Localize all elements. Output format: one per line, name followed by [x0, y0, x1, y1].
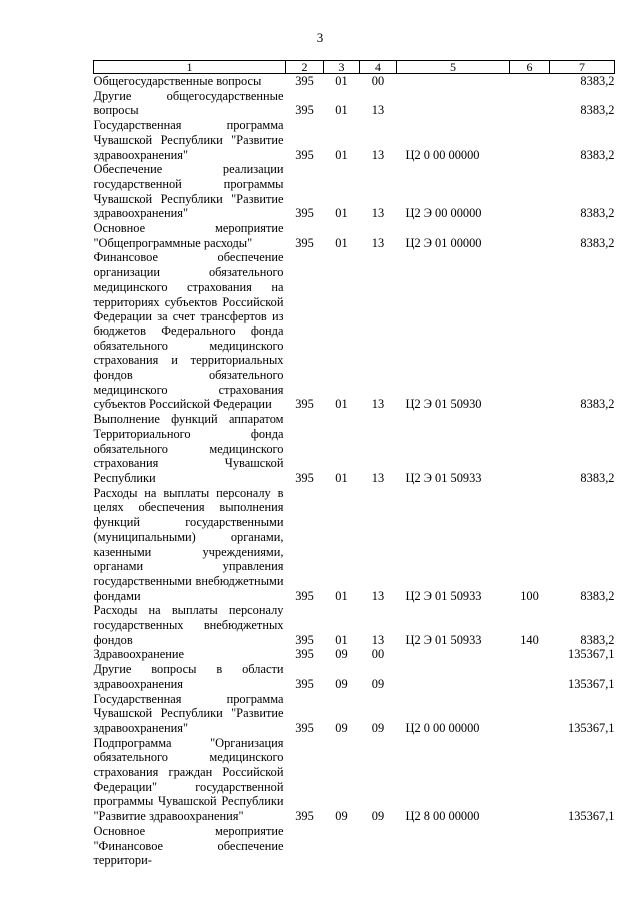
- expense-type-cell: [510, 118, 550, 162]
- target-article-cell: Ц2 Э 00 00000: [405, 206, 482, 221]
- target-article-cell: [397, 662, 510, 691]
- table-header-row: [94, 61, 615, 74]
- table-row: [94, 662, 615, 691]
- admin-code-cell: 395: [295, 147, 314, 162]
- admin-code-cell: 395: [295, 397, 314, 412]
- column-header: 6: [510, 61, 550, 74]
- expense-type-cell: [510, 221, 550, 250]
- row-name-cell: Финансовое обеспечение организации обязательного медицинского страхования на территориях субъектов Российской Федерации за счет трансфертов из бюджетов Федерального фонда обязательного медицинского страхования и территориальных фондов обязательного медицинского страхования субъектов Российской Федерации: [93, 250, 284, 412]
- target-article-cell: Ц2 Э 01 50933: [405, 632, 482, 647]
- table-row: [94, 250, 615, 412]
- expense-type-cell: [510, 662, 550, 691]
- table-row: [94, 736, 615, 824]
- amount-cell: 135367,1: [568, 647, 615, 662]
- target-article-cell: Ц2 0 00 00000: [405, 147, 480, 162]
- budget-table: [93, 60, 615, 868]
- amount-cell: 8383,2: [580, 74, 615, 88]
- row-name-cell: Расходы на выплаты персоналу государственных внебюджетных фондов: [93, 603, 284, 647]
- table-row: [94, 692, 615, 736]
- target-article-cell: Ц2 Э 01 50933: [405, 588, 482, 603]
- column-header: 4: [360, 61, 397, 74]
- expense-type-cell: [510, 647, 550, 662]
- expense-type-cell: [510, 162, 550, 221]
- row-name-cell: Основное мероприятие "Общепрограммные расходы": [93, 221, 284, 250]
- expense-type-cell: [510, 89, 550, 118]
- section-cell: 01: [335, 103, 348, 118]
- subsection-cell: 13: [371, 588, 385, 603]
- admin-code-cell: 395: [295, 103, 314, 118]
- section-cell: 09: [335, 676, 348, 691]
- section-cell: 01: [335, 147, 348, 162]
- admin-code-cell: 395: [295, 809, 314, 824]
- admin-code-cell: 395: [295, 206, 314, 221]
- section-cell: 01: [335, 235, 348, 250]
- target-article-cell: [397, 824, 510, 868]
- column-header: 1: [94, 61, 286, 74]
- amount-cell: 135367,1: [568, 676, 615, 691]
- table-row: [94, 647, 615, 662]
- subsection-cell: 13: [371, 632, 385, 647]
- section-cell: 01: [335, 206, 348, 221]
- section-cell: 09: [335, 809, 348, 824]
- subsection-cell: [360, 824, 397, 868]
- subsection-cell: 13: [371, 235, 385, 250]
- subsection-cell: 13: [371, 470, 385, 485]
- target-article-cell: [397, 647, 510, 662]
- target-article-cell: [397, 89, 510, 118]
- table-body: [94, 74, 615, 868]
- target-article-cell: Ц2 Э 01 50933: [405, 470, 482, 485]
- column-header: 3: [324, 61, 360, 74]
- expense-type-cell: [510, 736, 550, 824]
- subsection-cell: 13: [371, 206, 385, 221]
- row-name-cell: Выполнение функций аппаратом Территориального фонда обязательного медицинского страхования Чувашской Республики: [93, 412, 284, 485]
- row-name-cell: Государственная программа Чувашской Республики "Развитие здравоохранения": [93, 691, 284, 735]
- table-row: [94, 603, 615, 647]
- amount-cell: 135367,1: [568, 809, 615, 824]
- expense-type-cell: 100: [520, 588, 539, 603]
- table-row: [94, 221, 615, 250]
- row-name-cell: Обеспечение реализации государственной программы Чувашской Республики "Развитие здравоохранения": [93, 162, 284, 221]
- table-row: [94, 486, 615, 604]
- row-name-cell: Другие вопросы в области здравоохранения: [93, 662, 284, 691]
- row-name-cell: Общегосударственные вопросы: [93, 74, 262, 88]
- table-row: [94, 412, 615, 486]
- subsection-cell: 09: [371, 720, 385, 735]
- admin-code-cell: 395: [295, 470, 314, 485]
- amount-cell: 8383,2: [580, 397, 615, 412]
- section-cell: 01: [335, 632, 348, 647]
- admin-code-cell: 395: [295, 676, 314, 691]
- admin-code-cell: 395: [295, 588, 314, 603]
- row-name-cell: Другие общегосударственные вопросы: [93, 88, 284, 118]
- section-cell: 01: [335, 397, 348, 412]
- expense-type-cell: 140: [520, 632, 539, 647]
- table-row: [94, 162, 615, 221]
- target-article-cell: [397, 74, 510, 89]
- admin-code-cell: 395: [295, 74, 314, 88]
- row-name-cell: Расходы на выплаты персоналу в целях обеспечения выполнения функций государственными (муниципальными) органами, казенными учреждениями, органами управления государственными внебюджетными фондами: [93, 485, 284, 603]
- admin-code-cell: 395: [295, 647, 314, 662]
- table-row: [94, 118, 615, 162]
- section-cell: 01: [335, 74, 348, 88]
- amount-cell: 8383,2: [580, 103, 615, 118]
- target-article-cell: Ц2 0 00 00000: [405, 720, 480, 735]
- admin-code-cell: 395: [295, 235, 314, 250]
- section-cell: 09: [335, 720, 348, 735]
- column-header: 2: [286, 61, 324, 74]
- amount-cell: 8383,2: [580, 206, 615, 221]
- target-article-cell: Ц2 Э 01 00000: [405, 235, 482, 250]
- expense-type-cell: [510, 824, 550, 868]
- column-header: 7: [550, 61, 615, 74]
- expense-type-cell: [510, 74, 550, 89]
- amount-cell: 8383,2: [580, 235, 615, 250]
- amount-cell: [550, 824, 615, 868]
- subsection-cell: 13: [371, 147, 385, 162]
- section-cell: [324, 824, 360, 868]
- admin-code-cell: 395: [295, 720, 314, 735]
- amount-cell: 8383,2: [580, 632, 615, 647]
- amount-cell: 8383,2: [580, 147, 615, 162]
- page-number: 3: [316, 30, 324, 45]
- subsection-cell: 00: [371, 647, 385, 662]
- row-name-cell: Подпрограмма "Организация обязательного медицинского страхования граждан Российской Федерации" государственной программы Чувашской Республики "Развитие здравоохранения": [93, 735, 284, 824]
- target-article-cell: Ц2 8 00 00000: [405, 809, 480, 824]
- section-cell: 01: [335, 588, 348, 603]
- subsection-cell: 13: [371, 103, 385, 118]
- admin-code-cell: 395: [295, 632, 314, 647]
- amount-cell: 8383,2: [580, 588, 615, 603]
- subsection-cell: 09: [371, 809, 385, 824]
- amount-cell: 135367,1: [568, 720, 615, 735]
- row-name-cell: Здравоохранение: [93, 647, 185, 662]
- subsection-cell: 00: [371, 74, 385, 88]
- row-name-cell: Основное мероприятие "Финансовое обеспечение территори-: [93, 823, 284, 868]
- subsection-cell: 13: [371, 397, 385, 412]
- admin-code-cell: [286, 824, 324, 868]
- subsection-cell: 09: [371, 676, 385, 691]
- column-header: 5: [397, 61, 510, 74]
- target-article-cell: Ц2 Э 01 50930: [405, 397, 482, 412]
- expense-type-cell: [510, 412, 550, 486]
- section-cell: 09: [335, 647, 348, 662]
- amount-cell: 8383,2: [580, 470, 615, 485]
- expense-type-cell: [510, 250, 550, 412]
- row-name-cell: Государственная программа Чувашской Республики "Развитие здравоохранения": [93, 118, 284, 162]
- table-row: [94, 89, 615, 118]
- table-row: [94, 74, 615, 89]
- table-row: [94, 824, 615, 868]
- section-cell: 01: [335, 470, 348, 485]
- expense-type-cell: [510, 692, 550, 736]
